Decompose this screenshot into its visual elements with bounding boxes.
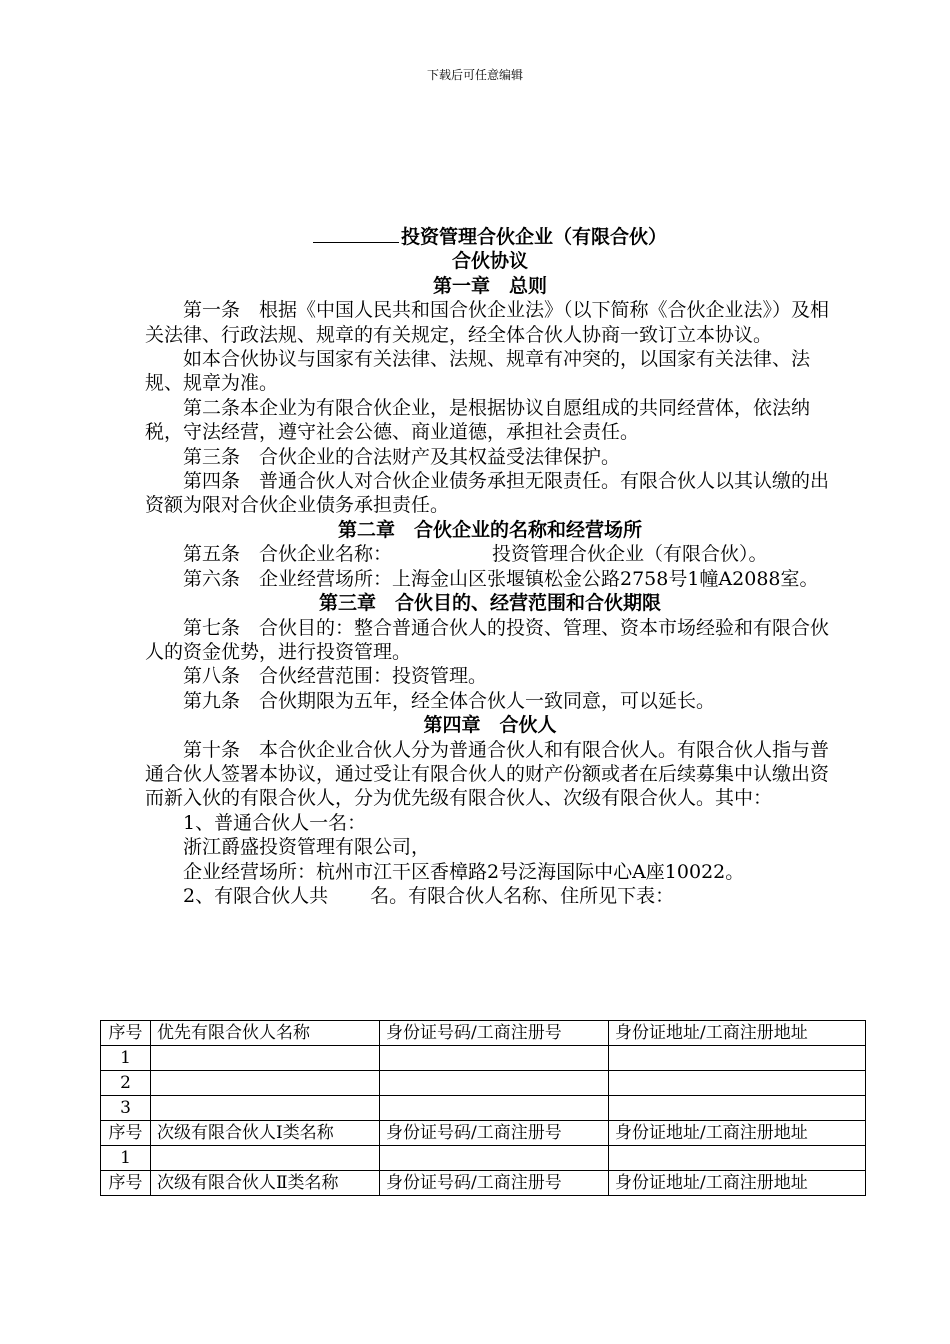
table-cell[interactable] <box>380 1071 609 1096</box>
table-cell[interactable] <box>609 1046 866 1071</box>
limited-partners-table <box>100 1020 866 1196</box>
general-partner-heading: 1、普通合伙人一名： <box>183 811 367 834</box>
table-row <box>101 1071 866 1096</box>
lp-prefix: 2、有限合伙人共 <box>183 884 329 907</box>
table-row <box>101 1096 866 1121</box>
document-title <box>145 224 835 249</box>
table-cell[interactable] <box>609 1146 866 1171</box>
article-6: 第六条 企业经营场所：上海金山区张堰镇松金公路2758号1幢A2088室。 <box>183 567 819 590</box>
chapter-2-heading: 第二章 合伙企业的名称和经营场所 <box>337 518 642 541</box>
table-header-row <box>101 1121 866 1146</box>
table-cell[interactable] <box>151 1046 380 1071</box>
document-subtitle: 合伙协议 <box>451 250 528 273</box>
limited-partner-intro <box>145 884 835 908</box>
table-cell-index: 3 <box>101 1096 151 1121</box>
table-cell[interactable] <box>380 1046 609 1071</box>
article-1-note: 如本合伙协议与国家有关法律、法规、规章有冲突的，以国家有关法律、法规、规章为准。 <box>145 348 811 395</box>
table-header-cell: 序号 <box>101 1021 151 1046</box>
article-1: 第一条 根据《中国人民共和国合伙企业法》（以下简称《合伙企业法》）及相关法律、行政法规、规章的有关规定，经全体合伙人协商一致订立本协议。 <box>145 299 830 346</box>
table-cell[interactable] <box>151 1146 380 1171</box>
table-cell[interactable] <box>609 1096 866 1121</box>
title-blank-line <box>313 224 399 243</box>
article-5-suffix: 投资管理合伙企业（有限合伙）。 <box>492 543 768 566</box>
table-cell[interactable] <box>151 1071 380 1096</box>
chapter-4-heading: 第四章 合伙人 <box>423 714 557 737</box>
article-9: 第九条 合伙期限为五年，经全体合伙人一致同意，可以延长。 <box>183 689 716 712</box>
article-8: 第八条 合伙经营范围：投资管理。 <box>183 665 488 688</box>
table-header-cell: 身份证号码/工商注册号 <box>380 1121 609 1146</box>
table-header-cell: 序号 <box>101 1121 151 1146</box>
table-header-cell: 身份证地址/工商注册地址 <box>609 1021 866 1046</box>
table-header-cell: 身份证号码/工商注册号 <box>380 1021 609 1046</box>
agreement-body <box>145 224 835 908</box>
table-header-row <box>101 1171 866 1196</box>
table-header-cell: 优先有限合伙人名称 <box>151 1021 380 1046</box>
table-row <box>101 1046 866 1071</box>
article-4: 第四条 普通合伙人对合伙企业债务承担无限责任。有限合伙人以其认缴的出资额为限对合伙企业债务承担责任。 <box>145 470 830 517</box>
general-partner-name: 浙江爵盛投资管理有限公司， <box>183 836 431 859</box>
article-3: 第三条 合伙企业的合法财产及其权益受法律保护。 <box>183 445 621 468</box>
table-row <box>101 1146 866 1171</box>
table-cell[interactable] <box>609 1071 866 1096</box>
title-line1: 投资管理合伙企业（有限合伙） <box>400 226 667 248</box>
table-cell[interactable] <box>151 1096 380 1121</box>
lp-suffix: 名。有限合伙人名称、住所见下表： <box>370 884 675 907</box>
article-5 <box>145 542 835 566</box>
article-7: 第七条 合伙目的：整合普通合伙人的投资、管理、资本市场经验和有限合伙人的资金优势，进行投资管理。 <box>145 616 830 663</box>
table-header-cell: 身份证地址/工商注册地址 <box>609 1121 866 1146</box>
table-cell-index: 1 <box>101 1146 151 1171</box>
table-header-cell: 次级有限合伙人Ⅱ类名称 <box>151 1171 380 1196</box>
table-header-cell: 身份证地址/工商注册地址 <box>609 1171 866 1196</box>
article-5-prefix: 第五条 合伙企业名称： <box>183 543 393 566</box>
general-partner-address: 企业经营场所：杭州市江干区香樟路2号泛海国际中心A座10022。 <box>183 860 745 883</box>
article-2: 第二条本企业为有限合伙企业，是根据协议自愿组成的共同经营体，依法纳税，守法经营，遵守社会公德、商业道德，承担社会责任。 <box>145 396 811 444</box>
table-cell[interactable] <box>380 1096 609 1121</box>
table-header-cell: 序号 <box>101 1171 151 1196</box>
table-header-cell: 身份证号码/工商注册号 <box>380 1171 609 1196</box>
chapter-1-heading: 第一章 总则 <box>432 274 547 297</box>
table-header-row <box>101 1021 866 1046</box>
table-cell-index: 1 <box>101 1046 151 1071</box>
table-cell[interactable] <box>380 1146 609 1171</box>
article-10: 第十条 本合伙企业合伙人分为普通合伙人和有限合伙人。有限合伙人指与普通合伙人签署本协议，通过受让有限合伙人的财产份额或者在后续募集中认缴出资而新入伙的有限合伙人，分为优先级有限合伙人、次级有限合伙人。其中： <box>145 738 830 810</box>
chapter-3-heading: 第三章 合伙目的、经营范围和合伙期限 <box>318 592 661 615</box>
table-header-cell: 次级有限合伙人Ⅰ类名称 <box>151 1121 380 1146</box>
page-header-note: 下载后可任意编辑 <box>426 68 523 82</box>
table-cell-index: 2 <box>101 1071 151 1096</box>
